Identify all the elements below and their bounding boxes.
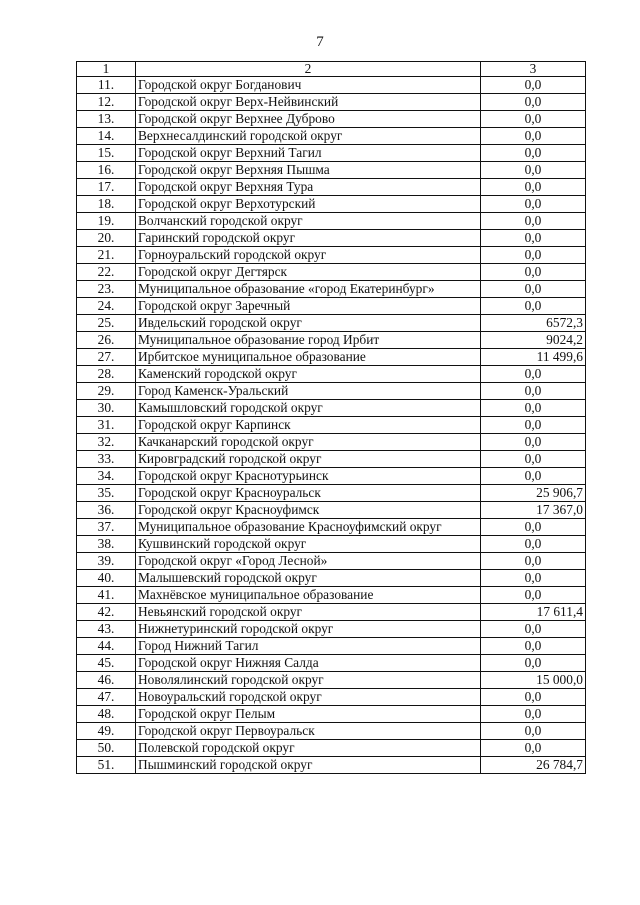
table-row bbox=[77, 213, 586, 230]
municipality-name-cell: Качканарский городской округ bbox=[136, 434, 481, 451]
amount-cell: 0,0 bbox=[481, 298, 586, 315]
amount-cell: 0,0 bbox=[481, 519, 586, 536]
page-number: 7 bbox=[316, 34, 324, 50]
amount-cell: 0,0 bbox=[481, 740, 586, 757]
municipality-name-cell: Городской округ Верхняя Тура bbox=[136, 179, 481, 196]
row-index-cell: 49. bbox=[77, 723, 136, 740]
table-row bbox=[77, 434, 586, 451]
header-cell-name: 2 bbox=[136, 62, 481, 77]
municipality-name-cell: Верхнесалдинский городской округ bbox=[136, 128, 481, 145]
table-row bbox=[77, 128, 586, 145]
row-index-cell: 42. bbox=[77, 604, 136, 621]
row-index-cell: 20. bbox=[77, 230, 136, 247]
row-index-cell: 47. bbox=[77, 689, 136, 706]
table-row bbox=[77, 570, 586, 587]
table-row bbox=[77, 519, 586, 536]
row-index-cell: 32. bbox=[77, 434, 136, 451]
row-index-cell: 51. bbox=[77, 757, 136, 774]
row-index-cell: 30. bbox=[77, 400, 136, 417]
municipality-name-cell: Городской округ Дегтярск bbox=[136, 264, 481, 281]
municipality-name-cell: Нижнетуринский городской округ bbox=[136, 621, 481, 638]
amount-cell: 0,0 bbox=[481, 111, 586, 128]
amount-cell: 0,0 bbox=[481, 723, 586, 740]
municipality-name-cell: Городской округ Нижняя Салда bbox=[136, 655, 481, 672]
amount-cell: 0,0 bbox=[481, 162, 586, 179]
row-index-cell: 25. bbox=[77, 315, 136, 332]
amount-cell: 0,0 bbox=[481, 417, 586, 434]
row-index-cell: 21. bbox=[77, 247, 136, 264]
table-row bbox=[77, 145, 586, 162]
municipality-name-cell: Кушвинский городской округ bbox=[136, 536, 481, 553]
row-index-cell: 33. bbox=[77, 451, 136, 468]
table-row bbox=[77, 451, 586, 468]
table-row bbox=[77, 196, 586, 213]
table-row bbox=[77, 655, 586, 672]
row-index-cell: 27. bbox=[77, 349, 136, 366]
municipality-name-cell: Городской округ Верхнее Дуброво bbox=[136, 111, 481, 128]
table-row bbox=[77, 230, 586, 247]
table-row bbox=[77, 162, 586, 179]
amount-cell: 15 000,0 bbox=[481, 672, 586, 689]
table-header-row bbox=[77, 62, 586, 77]
amount-cell: 17 611,4 bbox=[481, 604, 586, 621]
row-index-cell: 43. bbox=[77, 621, 136, 638]
municipality-name-cell: Городской округ Верхотурский bbox=[136, 196, 481, 213]
amount-cell: 0,0 bbox=[481, 400, 586, 417]
row-index-cell: 19. bbox=[77, 213, 136, 230]
municipality-name-cell: Город Каменск-Уральский bbox=[136, 383, 481, 400]
amount-cell: 0,0 bbox=[481, 94, 586, 111]
table-row bbox=[77, 315, 586, 332]
row-index-cell: 34. bbox=[77, 468, 136, 485]
municipality-name-cell: Новоуральский городской округ bbox=[136, 689, 481, 706]
row-index-cell: 22. bbox=[77, 264, 136, 281]
municipality-name-cell: Городской округ Карпинск bbox=[136, 417, 481, 434]
table-row bbox=[77, 485, 586, 502]
amount-cell: 9024,2 bbox=[481, 332, 586, 349]
amount-cell: 0,0 bbox=[481, 706, 586, 723]
amount-cell: 0,0 bbox=[481, 230, 586, 247]
row-index-cell: 28. bbox=[77, 366, 136, 383]
amount-cell: 0,0 bbox=[481, 196, 586, 213]
row-index-cell: 35. bbox=[77, 485, 136, 502]
amount-cell: 0,0 bbox=[481, 655, 586, 672]
municipality-name-cell: Волчанский городской округ bbox=[136, 213, 481, 230]
amount-cell: 0,0 bbox=[481, 145, 586, 162]
municipality-name-cell: Городской округ Верхний Тагил bbox=[136, 145, 481, 162]
data-table bbox=[76, 61, 586, 774]
row-index-cell: 14. bbox=[77, 128, 136, 145]
municipality-name-cell: Малышевский городской округ bbox=[136, 570, 481, 587]
municipality-name-cell: Полевской городской округ bbox=[136, 740, 481, 757]
table-row bbox=[77, 383, 586, 400]
amount-cell: 6572,3 bbox=[481, 315, 586, 332]
municipality-name-cell: Каменский городской округ bbox=[136, 366, 481, 383]
amount-cell: 0,0 bbox=[481, 247, 586, 264]
amount-cell: 0,0 bbox=[481, 77, 586, 94]
row-index-cell: 12. bbox=[77, 94, 136, 111]
municipality-name-cell: Городской округ Красноуфимск bbox=[136, 502, 481, 519]
amount-cell: 0,0 bbox=[481, 366, 586, 383]
table-row bbox=[77, 417, 586, 434]
amount-cell: 0,0 bbox=[481, 213, 586, 230]
table-row bbox=[77, 94, 586, 111]
amount-cell: 0,0 bbox=[481, 468, 586, 485]
municipality-name-cell: Муниципальное образование город Ирбит bbox=[136, 332, 481, 349]
table-row bbox=[77, 298, 586, 315]
row-index-cell: 48. bbox=[77, 706, 136, 723]
amount-cell: 0,0 bbox=[481, 638, 586, 655]
row-index-cell: 24. bbox=[77, 298, 136, 315]
municipality-name-cell: Городской округ Богданович bbox=[136, 77, 481, 94]
municipality-name-cell: Горноуральский городской округ bbox=[136, 247, 481, 264]
row-index-cell: 17. bbox=[77, 179, 136, 196]
amount-cell: 0,0 bbox=[481, 281, 586, 298]
row-index-cell: 37. bbox=[77, 519, 136, 536]
municipality-name-cell: Муниципальное образование «город Екатеринбург» bbox=[136, 281, 481, 298]
municipality-name-cell: Невьянский городской округ bbox=[136, 604, 481, 621]
municipality-name-cell: Городской округ Первоуральск bbox=[136, 723, 481, 740]
table-row bbox=[77, 332, 586, 349]
table-row bbox=[77, 281, 586, 298]
table-body bbox=[77, 62, 586, 774]
amount-cell: 0,0 bbox=[481, 621, 586, 638]
table-row bbox=[77, 621, 586, 638]
row-index-cell: 41. bbox=[77, 587, 136, 604]
table-row bbox=[77, 502, 586, 519]
table-row bbox=[77, 706, 586, 723]
amount-cell: 0,0 bbox=[481, 451, 586, 468]
table-row bbox=[77, 672, 586, 689]
table-row bbox=[77, 587, 586, 604]
municipality-name-cell: Ивдельский городской округ bbox=[136, 315, 481, 332]
row-index-cell: 16. bbox=[77, 162, 136, 179]
municipality-name-cell: Ирбитское муниципальное образование bbox=[136, 349, 481, 366]
amount-cell: 0,0 bbox=[481, 383, 586, 400]
table-row bbox=[77, 349, 586, 366]
amount-cell: 0,0 bbox=[481, 587, 586, 604]
row-index-cell: 15. bbox=[77, 145, 136, 162]
header-cell-index: 1 bbox=[77, 62, 136, 77]
row-index-cell: 23. bbox=[77, 281, 136, 298]
table-row bbox=[77, 247, 586, 264]
amount-cell: 0,0 bbox=[481, 128, 586, 145]
table-row bbox=[77, 179, 586, 196]
table-row bbox=[77, 111, 586, 128]
municipality-name-cell: Городской округ Пелым bbox=[136, 706, 481, 723]
row-index-cell: 44. bbox=[77, 638, 136, 655]
row-index-cell: 40. bbox=[77, 570, 136, 587]
row-index-cell: 13. bbox=[77, 111, 136, 128]
table-row bbox=[77, 723, 586, 740]
table-row bbox=[77, 553, 586, 570]
row-index-cell: 45. bbox=[77, 655, 136, 672]
municipality-name-cell: Кировградский городской округ bbox=[136, 451, 481, 468]
row-index-cell: 39. bbox=[77, 553, 136, 570]
row-index-cell: 29. bbox=[77, 383, 136, 400]
municipality-name-cell: Махнёвское муниципальное образование bbox=[136, 587, 481, 604]
row-index-cell: 46. bbox=[77, 672, 136, 689]
municipality-name-cell: Муниципальное образование Красноуфимский округ bbox=[136, 519, 481, 536]
row-index-cell: 50. bbox=[77, 740, 136, 757]
table-row bbox=[77, 77, 586, 94]
amount-cell: 11 499,6 bbox=[481, 349, 586, 366]
row-index-cell: 36. bbox=[77, 502, 136, 519]
amount-cell: 0,0 bbox=[481, 689, 586, 706]
municipality-name-cell: Новолялинский городской округ bbox=[136, 672, 481, 689]
amount-cell: 0,0 bbox=[481, 264, 586, 281]
amount-cell: 26 784,7 bbox=[481, 757, 586, 774]
table-row bbox=[77, 604, 586, 621]
amount-cell: 0,0 bbox=[481, 570, 586, 587]
table-row bbox=[77, 757, 586, 774]
row-index-cell: 38. bbox=[77, 536, 136, 553]
municipality-name-cell: Городской округ Заречный bbox=[136, 298, 481, 315]
amount-cell: 0,0 bbox=[481, 536, 586, 553]
table-row bbox=[77, 638, 586, 655]
table-row bbox=[77, 689, 586, 706]
header-cell-value: 3 bbox=[481, 62, 586, 77]
table-row bbox=[77, 366, 586, 383]
table-row bbox=[77, 468, 586, 485]
amount-cell: 0,0 bbox=[481, 179, 586, 196]
municipality-name-cell: Город Нижний Тагил bbox=[136, 638, 481, 655]
row-index-cell: 26. bbox=[77, 332, 136, 349]
table-row bbox=[77, 536, 586, 553]
row-index-cell: 11. bbox=[77, 77, 136, 94]
municipality-name-cell: Городской округ Верхняя Пышма bbox=[136, 162, 481, 179]
row-index-cell: 31. bbox=[77, 417, 136, 434]
municipality-name-cell: Камышловский городской округ bbox=[136, 400, 481, 417]
table-row bbox=[77, 740, 586, 757]
amount-cell: 0,0 bbox=[481, 553, 586, 570]
municipality-name-cell: Городской округ Верх-Нейвинский bbox=[136, 94, 481, 111]
amount-cell: 0,0 bbox=[481, 434, 586, 451]
table-row bbox=[77, 264, 586, 281]
municipality-name-cell: Гаринский городской округ bbox=[136, 230, 481, 247]
municipality-name-cell: Городской округ Краснотурьинск bbox=[136, 468, 481, 485]
municipality-name-cell: Пышминский городской округ bbox=[136, 757, 481, 774]
amount-cell: 25 906,7 bbox=[481, 485, 586, 502]
row-index-cell: 18. bbox=[77, 196, 136, 213]
municipality-name-cell: Городской округ «Город Лесной» bbox=[136, 553, 481, 570]
amount-cell: 17 367,0 bbox=[481, 502, 586, 519]
municipality-name-cell: Городской округ Красноуральск bbox=[136, 485, 481, 502]
table-row bbox=[77, 400, 586, 417]
